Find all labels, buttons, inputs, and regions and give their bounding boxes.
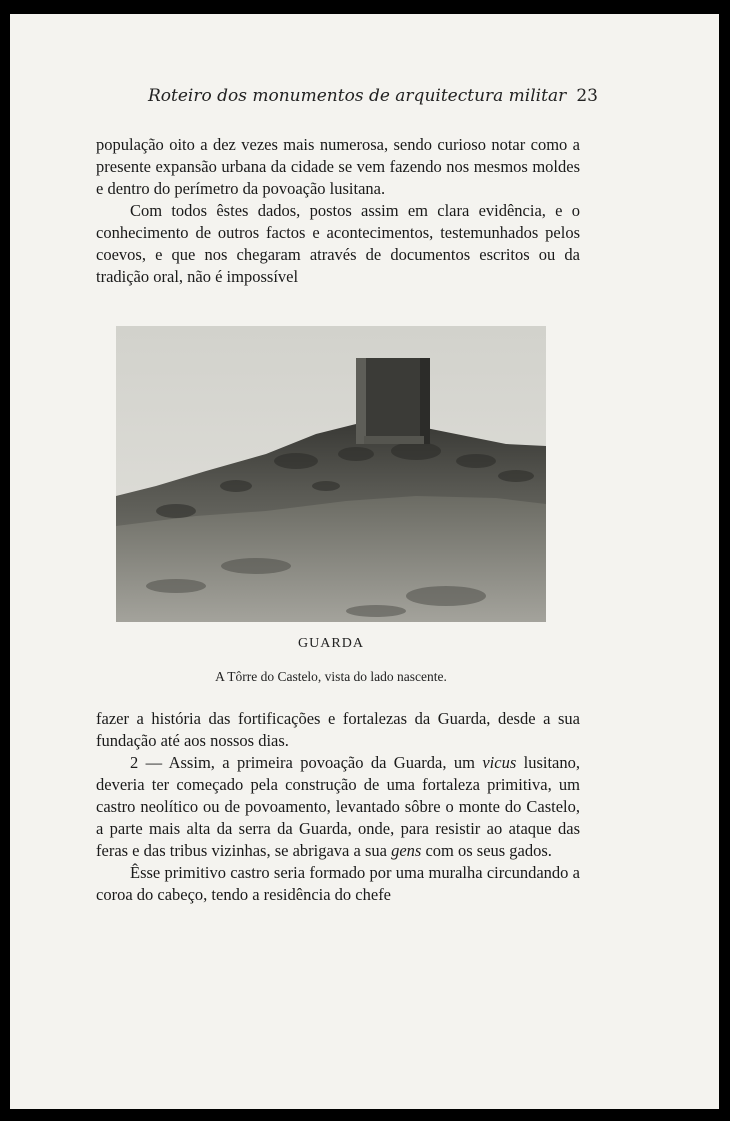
paragraph <box>96 752 580 862</box>
text-run: com os seus gados. <box>421 841 552 860</box>
running-header <box>96 86 598 106</box>
text-run: 2 — Assim, a primeira povoação da Guarda, um <box>130 753 483 772</box>
paragraph: fazer a história das fortificações e fortalezas da Guarda, desde a sua fundação até aos nossos dias. <box>96 709 580 750</box>
figure-title: GUARDA <box>298 636 364 651</box>
paragraph: população oito a dez vezes mais numerosa, sendo curioso notar como a presente expansão urbana da cidade se vem fazendo nos mesmos moldes e dentro do perímetro da povoação lusitana. <box>96 135 580 198</box>
book-page <box>10 14 719 1109</box>
text-run: lusitano, deveria ter começado pela construção de uma fortaleza primitiva, um castro neolítico ou de povoamento, levantado sôbre o monte do Castelo, a parte mais alta da serra da Guarda, onde, para resistir ao ataque das feras e das tribus vizinhas, se abrigava a sua <box>96 753 581 860</box>
figure-caption: A Tôrre do Castelo, vista do lado nascente. <box>215 669 447 684</box>
italic-term: gens <box>391 841 422 860</box>
paragraph: Êsse primitivo castro seria formado por uma muralha circundando a coroa do cabeço, tendo a residência do chefe <box>96 863 580 904</box>
page-number: 23 <box>576 86 598 106</box>
running-title: Roteiro dos monumentos de arquitectura militar <box>148 86 567 106</box>
body-text-bottom <box>96 708 580 906</box>
body-text-top <box>96 134 580 288</box>
paragraph: Com todos êstes dados, postos assim em clara evidência, e o conhecimento de outros factos e acontecimentos, testemunhados pelos coevos, e que nos chegaram através de documentos escritos ou da tradição oral, não é impossível <box>96 201 580 286</box>
castle-tower-photo <box>116 326 546 622</box>
italic-term: vicus <box>482 753 517 772</box>
